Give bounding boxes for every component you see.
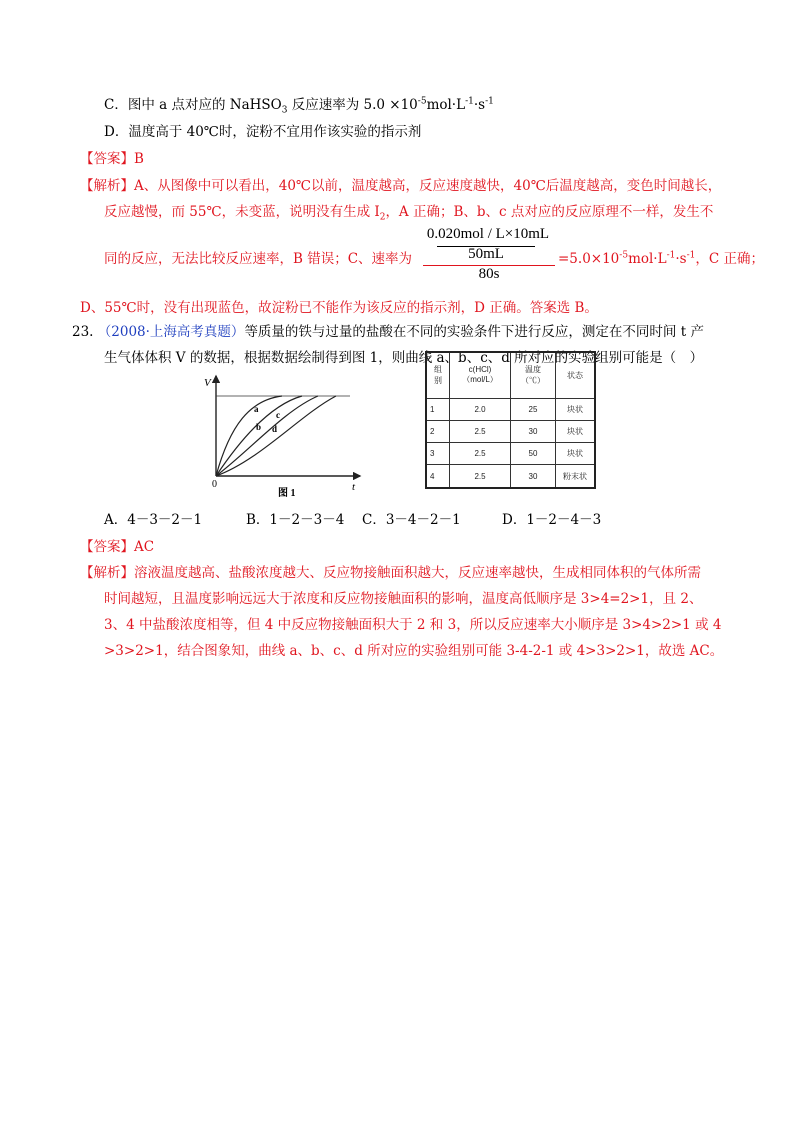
cell-concentration: 2.5 — [450, 465, 511, 488]
answer-23 — [80, 537, 154, 557]
cell-temperature: 30 — [511, 465, 556, 488]
analysis-text: 溶液温度越高、盐酸浓度越大、反应物接触面积越大，反应速率越快，生成相同体积的气体所需 — [134, 565, 701, 581]
analysis-22-line2 — [104, 202, 713, 222]
answer-label: 【答案】 — [80, 539, 134, 555]
option-d: D．1－2－4－3 — [502, 512, 602, 528]
cell-state: 块状 — [556, 443, 596, 465]
curve-a — [216, 396, 282, 476]
analysis-22-line3: 同的反应，无法比较反应速率，B 错误；C、速率为 — [104, 251, 413, 267]
curve-a-label: a — [254, 404, 259, 414]
answer-value: AC — [134, 539, 155, 555]
analysis-text: 反应越慢，而 55℃，未变蓝，说明没有生成 I — [104, 204, 380, 220]
cell-concentration: 2.5 — [450, 420, 511, 442]
analysis-label: 【解析】 — [80, 178, 134, 194]
cell-concentration: 2.0 — [450, 398, 511, 420]
answer-label: 【答案】 — [80, 151, 134, 167]
header-state: 状态 — [556, 352, 596, 398]
analysis-label: 【解析】 — [80, 565, 134, 581]
table-row — [426, 443, 595, 465]
header-concentration — [450, 352, 511, 398]
curve-c-label: c — [276, 410, 280, 420]
header-text: （mol/L） — [462, 375, 498, 385]
fraction-inner — [437, 246, 535, 263]
fraction-numerator: 0.020mol / L×10mL — [426, 226, 550, 242]
table-row — [426, 465, 595, 488]
analysis-text: =5.0×10 — [558, 251, 620, 267]
analysis-text: A、从图像中可以看出，40℃以前，温度越高，反应速度越快，40℃后温度越高，变色时间越长， — [134, 178, 722, 194]
superscript: -5 — [619, 250, 629, 261]
origin-label: 0 — [212, 479, 217, 490]
curve-d-label: d — [272, 424, 278, 434]
question-stem: 等质量的铁与过量的盐酸在不同的实验条件下进行反应，测定在不同时间 t 产 — [244, 324, 704, 340]
cell-group: 4 — [426, 465, 450, 488]
cell-concentration: 2.5 — [450, 443, 511, 465]
superscript: -1 — [485, 96, 494, 107]
answer-value: B — [134, 151, 144, 167]
header-text: 别 — [434, 376, 442, 386]
unit: ·s — [473, 97, 486, 113]
header-temperature — [511, 352, 556, 398]
analysis-text: ，A 正确；B、b、c 点对应的反应原理不一样，发生不 — [385, 204, 714, 220]
option-c: C．3－4－2－1 — [362, 512, 461, 528]
question-number: 23. — [72, 324, 94, 340]
experiment-table — [425, 351, 596, 489]
figure-1 — [200, 370, 370, 500]
cell-group: 3 — [426, 443, 450, 465]
header-text: （℃） — [521, 376, 545, 386]
table-row — [426, 398, 595, 420]
option-c-text: C．图中 a 点对应的 NaHSO — [104, 97, 282, 113]
table-row — [426, 420, 595, 442]
curve-b-label: b — [256, 422, 262, 432]
superscript: -1 — [465, 96, 474, 107]
curve-d — [216, 396, 336, 476]
option-d: D．温度高于 40℃时，淀粉不宜用作该实验的指示剂 — [104, 124, 422, 140]
analysis-23-line2: 时间越短，且温度影响远远大于浓度和反应物接触面积的影响，温度高低顺序是 3>4=2>1，且 2、 — [104, 591, 703, 607]
superscript: -1 — [666, 250, 676, 261]
fraction-outer — [423, 266, 555, 283]
cell-temperature: 50 — [511, 443, 556, 465]
answer-22 — [80, 149, 144, 169]
cell-state: 块状 — [556, 420, 596, 442]
analysis-text: ，C 正确； — [695, 251, 764, 267]
option-c-text-mid: 反应速率为 5.0 ×10 — [287, 97, 418, 113]
cell-temperature: 30 — [511, 420, 556, 442]
superscript: -1 — [686, 250, 696, 261]
unit: mol·L — [628, 251, 667, 267]
header-text: 温度 — [525, 365, 541, 375]
subscript: 2 — [379, 212, 386, 223]
option-b: B．1－2－3－4 — [246, 512, 345, 528]
option-a: A．4－3－2－1 — [104, 512, 203, 528]
analysis-23-line3: 3、4 中盐酸浓度相等，但 4 中反应物接触面积大于 2 和 3，所以反应速率大小顺序是 3>4>2>1 或 4 — [104, 617, 722, 633]
analysis-23-line4: >3>2>1，结合图象知，曲线 a、b、c、d 所对应的实验组别可能 3-4-2-1 或 4>3>2>1，故选 AC。 — [104, 643, 724, 659]
unit: ·s — [675, 251, 687, 267]
table-header-row — [426, 352, 595, 398]
figure-caption: 图 1 — [278, 488, 296, 499]
analysis-22-line3-tail — [558, 249, 764, 269]
y-axis-label: V — [204, 377, 211, 389]
cell-state: 块状 — [556, 398, 596, 420]
fraction-inner-denominator: 50mL — [468, 246, 504, 262]
cell-group: 1 — [426, 398, 450, 420]
header-text: c(HCl) — [468, 365, 492, 375]
header-text: 组 — [434, 365, 442, 375]
cell-state: 粉末状 — [556, 465, 596, 488]
analysis-23-line1 — [80, 563, 701, 583]
cell-group: 2 — [426, 420, 450, 442]
subscript: 3 — [281, 105, 288, 116]
analysis-22-line4: D、55℃时，没有出现蓝色，故淀粉已不能作为该反应的指示剂，D 正确。答案选 B。 — [80, 300, 598, 316]
x-axis-label: t — [352, 481, 356, 493]
header-group — [426, 352, 450, 398]
question-source: （2008·上海高考真题） — [97, 324, 245, 340]
superscript: -5 — [417, 96, 427, 107]
analysis-22-line1 — [80, 176, 721, 196]
question-23-stem-line1 — [72, 322, 704, 342]
cell-temperature: 25 — [511, 398, 556, 420]
option-c — [104, 95, 494, 115]
question-23-stem-line2: 生气体体积 V 的数据，根据数据绘制得到图 1，则曲线 a、b、c、d 所对应的实验组别可能是（ ） — [104, 350, 704, 366]
curve-b — [216, 396, 302, 476]
question-23-options — [104, 510, 601, 530]
fraction-denominator: 80s — [478, 266, 500, 282]
unit: mol·L — [426, 97, 466, 113]
